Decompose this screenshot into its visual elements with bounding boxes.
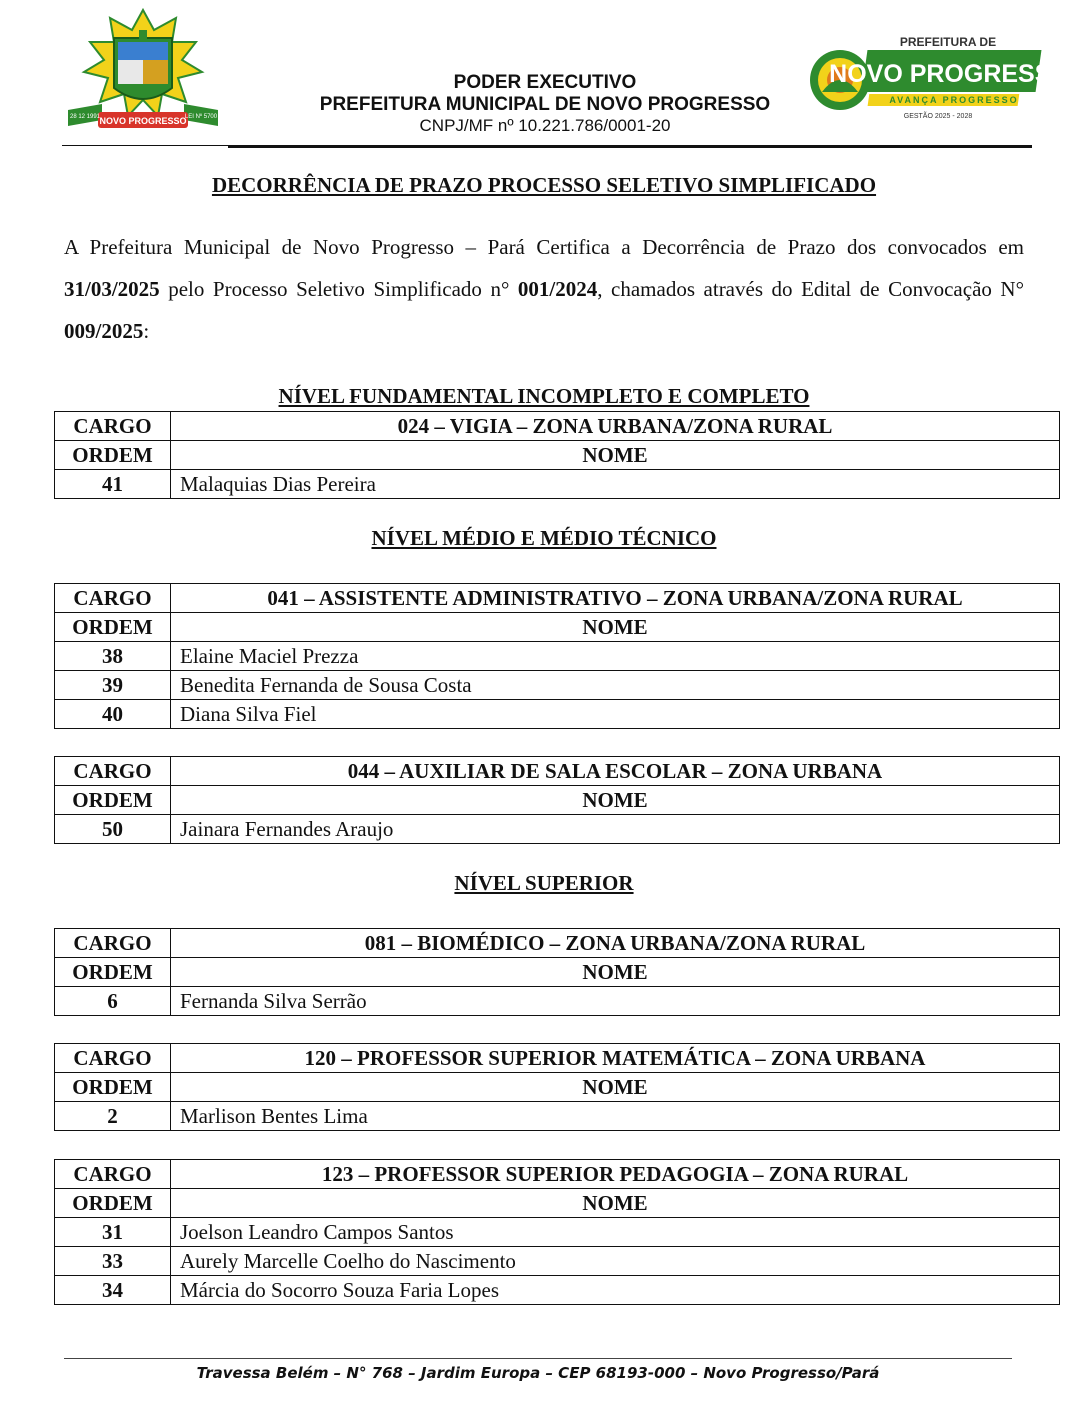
nome-cell: Malaquias Dias Pereira bbox=[171, 470, 1060, 499]
cargo-title: 024 – VIGIA – ZONA URBANA/ZONA RURAL bbox=[171, 412, 1060, 441]
coat-left-date: 28 12 1991 bbox=[69, 114, 101, 120]
brand-top-text: PREFEITURA DE bbox=[899, 35, 997, 49]
cargo-table bbox=[54, 928, 1060, 1016]
ordem-cell: 39 bbox=[55, 671, 171, 700]
table-row bbox=[55, 671, 1060, 700]
coat-right-date: LEI Nº 5700 bbox=[184, 114, 218, 120]
power-label: PODER EXECUTIVO bbox=[453, 72, 637, 93]
brand-term-text: GESTÃO 2025 - 2028 bbox=[903, 113, 973, 120]
header-divider-thick bbox=[228, 146, 1032, 148]
table-row bbox=[55, 470, 1060, 499]
process-number: 001/2024 bbox=[517, 277, 598, 301]
column-header-row bbox=[55, 1189, 1060, 1218]
nome-cell: Fernanda Silva Serrão bbox=[171, 987, 1060, 1016]
column-header-row bbox=[55, 1073, 1060, 1102]
ordem-label: ORDEM bbox=[55, 786, 171, 815]
table-row bbox=[55, 1276, 1060, 1305]
nome-label: NOME bbox=[171, 441, 1060, 470]
ordem-cell: 33 bbox=[55, 1247, 171, 1276]
nome-cell: Joelson Leandro Campos Santos bbox=[171, 1218, 1060, 1247]
cargo-label: CARGO bbox=[55, 412, 171, 441]
column-header-row bbox=[55, 786, 1060, 815]
table-row bbox=[55, 1247, 1060, 1276]
column-header-row bbox=[55, 958, 1060, 987]
ordem-label: ORDEM bbox=[55, 958, 171, 987]
brand-slogan-text: AVANÇA PROGRESSO bbox=[889, 95, 1019, 105]
cargo-header-row bbox=[55, 1044, 1060, 1073]
convocation-date: 31/03/2025 bbox=[64, 277, 160, 301]
cnpj-number: CNPJ/MF nº 10.221.786/0001-20 bbox=[419, 116, 671, 135]
intro-text-1: A Prefeitura Municipal de Novo Progresso – Pará Certifica a Decorrência de Prazo dos convocados em bbox=[64, 235, 1024, 259]
cargo-header-row bbox=[55, 757, 1060, 786]
table-row bbox=[55, 1102, 1060, 1131]
cargo-table bbox=[54, 583, 1060, 729]
footer-divider bbox=[64, 1358, 1012, 1359]
nome-cell: Benedita Fernanda de Sousa Costa bbox=[171, 671, 1060, 700]
nome-cell: Elaine Maciel Prezza bbox=[171, 642, 1060, 671]
intro-text-3: , chamados através do Edital de Convocação N° bbox=[597, 277, 1024, 301]
nome-cell: Diana Silva Fiel bbox=[171, 700, 1060, 729]
cargo-label: CARGO bbox=[55, 757, 171, 786]
table-row bbox=[55, 642, 1060, 671]
ordem-cell: 34 bbox=[55, 1276, 171, 1305]
nome-cell: Márcia do Socorro Souza Faria Lopes bbox=[171, 1276, 1060, 1305]
coat-banner-text: NOVO PROGRESSO bbox=[99, 116, 187, 126]
cargo-header-row bbox=[55, 584, 1060, 613]
table-row bbox=[55, 815, 1060, 844]
document-title: DECORRÊNCIA DE PRAZO PROCESSO SELETIVO SIMPLIFICADO bbox=[211, 173, 877, 197]
cargo-label: CARGO bbox=[55, 1044, 171, 1073]
cargo-table bbox=[54, 1043, 1060, 1131]
nome-label: NOME bbox=[171, 1189, 1060, 1218]
municipal-coat-of-arms-logo bbox=[62, 8, 224, 130]
ordem-label: ORDEM bbox=[55, 1073, 171, 1102]
cargo-table bbox=[54, 756, 1060, 844]
intro-text-4: : bbox=[143, 319, 150, 343]
nome-label: NOME bbox=[171, 786, 1060, 815]
column-header-row bbox=[55, 441, 1060, 470]
footer-address: Travessa Belém – N° 768 – Jardim Europa – CEP 68193-000 – Novo Progresso/Pará bbox=[196, 1364, 880, 1382]
nome-label: NOME bbox=[171, 958, 1060, 987]
cargo-title: 041 – ASSISTENTE ADMINISTRATIVO – ZONA URBANA/ZONA RURAL bbox=[171, 584, 1060, 613]
ordem-cell: 6 bbox=[55, 987, 171, 1016]
ordem-cell: 41 bbox=[55, 470, 171, 499]
cargo-table bbox=[54, 411, 1060, 499]
nome-label: NOME bbox=[171, 613, 1060, 642]
ordem-label: ORDEM bbox=[55, 1189, 171, 1218]
cargo-title: 120 – PROFESSOR SUPERIOR MATEMÁTICA – ZONA URBANA bbox=[171, 1044, 1060, 1073]
cargo-table bbox=[54, 1159, 1060, 1305]
cargo-label: CARGO bbox=[55, 1160, 171, 1189]
ordem-label: ORDEM bbox=[55, 613, 171, 642]
cargo-title: 081 – BIOMÉDICO – ZONA URBANA/ZONA RURAL bbox=[171, 929, 1060, 958]
cargo-label: CARGO bbox=[55, 929, 171, 958]
column-header-row bbox=[55, 613, 1060, 642]
letterhead bbox=[230, 72, 860, 136]
table-row bbox=[55, 987, 1060, 1016]
cargo-header-row bbox=[55, 412, 1060, 441]
edital-number: 009/2025 bbox=[64, 319, 144, 343]
ordem-cell: 2 bbox=[55, 1102, 171, 1131]
cargo-label: CARGO bbox=[55, 584, 171, 613]
nome-cell: Aurely Marcelle Coelho do Nascimento bbox=[171, 1247, 1060, 1276]
municipality-name: PREFEITURA MUNICIPAL DE NOVO PROGRESSO bbox=[319, 94, 771, 115]
ordem-cell: 31 bbox=[55, 1218, 171, 1247]
nome-cell: Jainara Fernandes Araujo bbox=[171, 815, 1060, 844]
section-title-superior: NÍVEL SUPERIOR bbox=[454, 871, 634, 895]
table-row bbox=[55, 1218, 1060, 1247]
ordem-cell: 38 bbox=[55, 642, 171, 671]
ordem-cell: 50 bbox=[55, 815, 171, 844]
intro-paragraph bbox=[64, 226, 1024, 352]
nome-cell: Marlison Bentes Lima bbox=[171, 1102, 1060, 1131]
nome-label: NOME bbox=[171, 1073, 1060, 1102]
section-title-fundamental: NÍVEL FUNDAMENTAL INCOMPLETO E COMPLETO bbox=[278, 384, 810, 408]
ordem-cell: 40 bbox=[55, 700, 171, 729]
intro-text-2: pelo Processo Seletivo Simplificado n° bbox=[159, 277, 518, 301]
section-title-medio: NÍVEL MÉDIO E MÉDIO TÉCNICO bbox=[371, 526, 717, 550]
cargo-title: 123 – PROFESSOR SUPERIOR PEDAGOGIA – ZONA RURAL bbox=[171, 1160, 1060, 1189]
brand-main-text: NOVO PROGRESSO bbox=[829, 60, 1071, 88]
cargo-header-row bbox=[55, 1160, 1060, 1189]
cargo-title: 044 – AUXILIAR DE SALA ESCOLAR – ZONA URBANA bbox=[171, 757, 1060, 786]
table-row bbox=[55, 700, 1060, 729]
ordem-label: ORDEM bbox=[55, 441, 171, 470]
cargo-header-row bbox=[55, 929, 1060, 958]
prefeitura-brand-logo bbox=[808, 32, 1071, 128]
